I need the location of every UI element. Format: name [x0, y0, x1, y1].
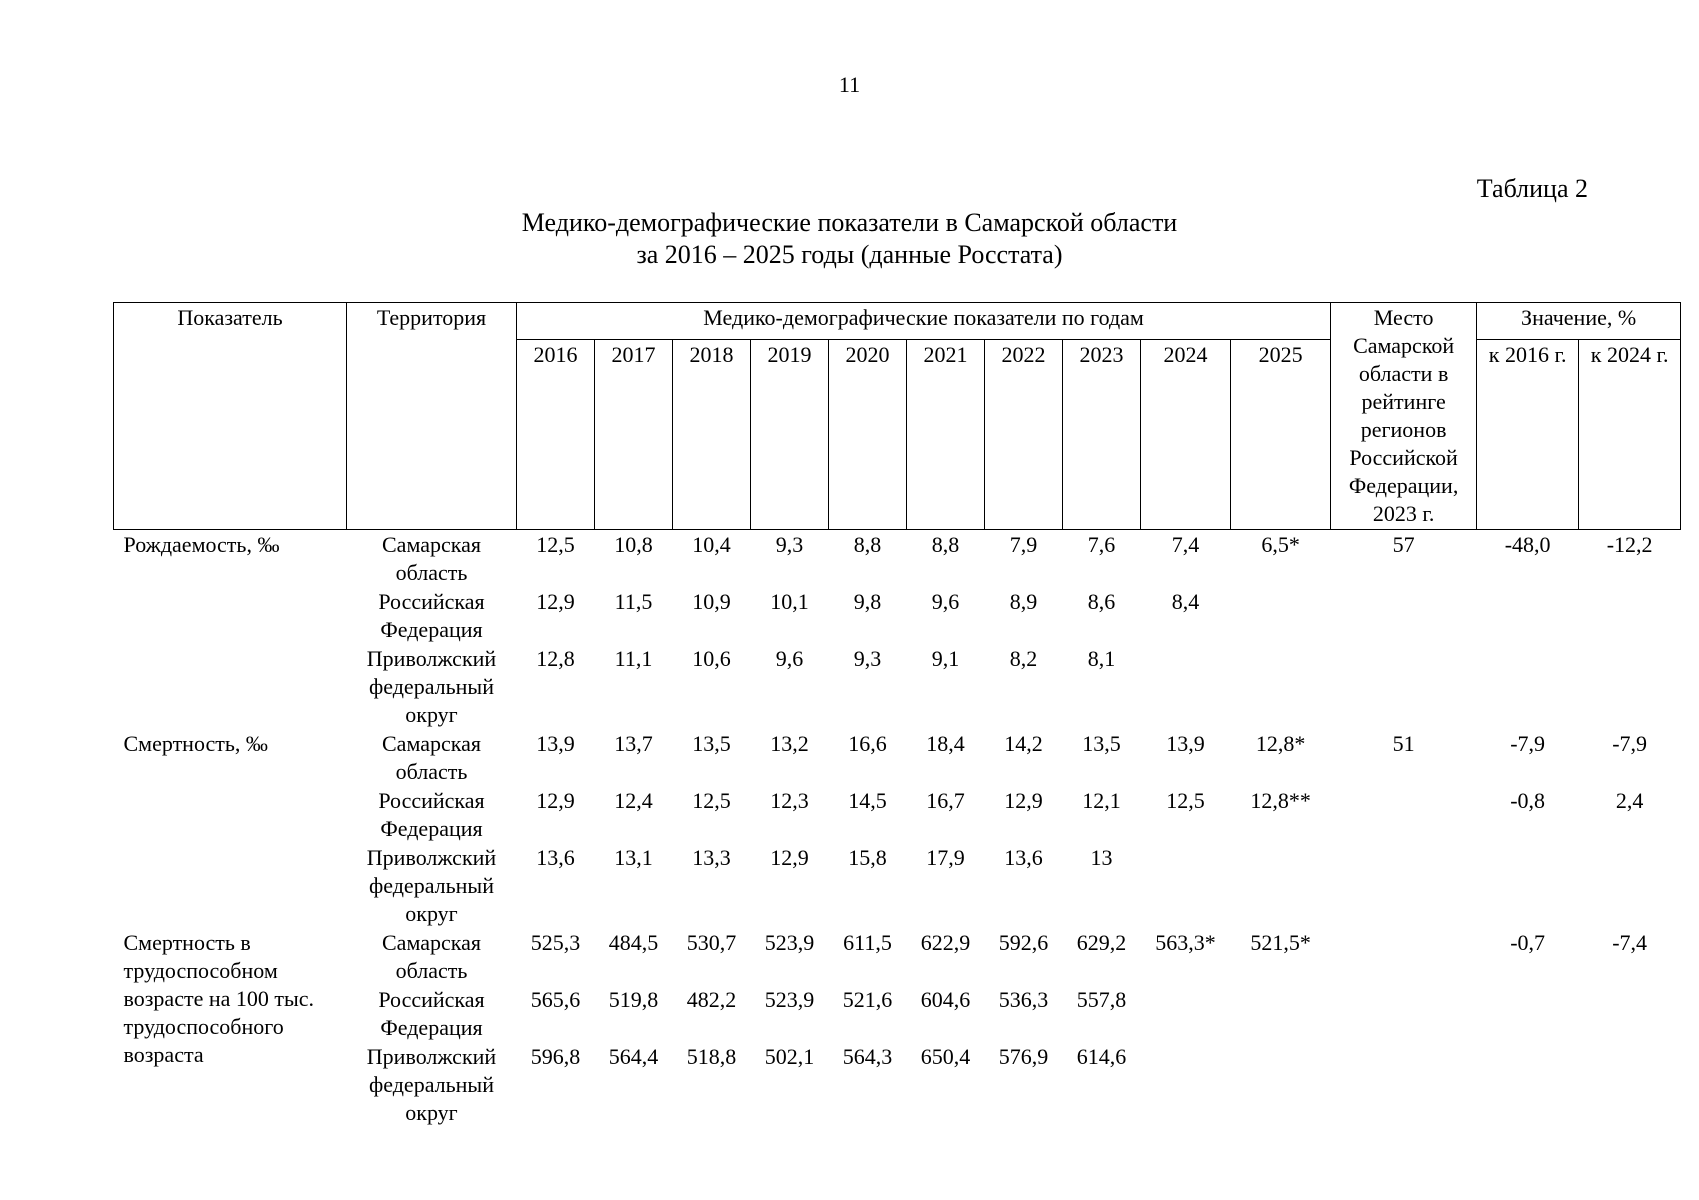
to-2024-cell: -12,2: [1606, 532, 1653, 557]
indicator-cell: Рождаемость, ‰: [123, 532, 280, 557]
value-cell: 523,9: [764, 930, 815, 955]
header-year: 2023: [1063, 340, 1141, 530]
table-row: [114, 644, 1681, 729]
to-2024-cell: [1579, 587, 1681, 644]
header-to-2016: к 2016 г.: [1477, 340, 1579, 530]
value-cell: 12,8: [536, 646, 575, 671]
value-cell: 8,4: [1171, 589, 1200, 614]
value-cell: [1141, 1042, 1231, 1127]
value-cell: 12,5: [692, 788, 731, 813]
value-cell: 614,6: [1076, 1044, 1127, 1069]
value-cell: 10,4: [692, 532, 731, 557]
value-cell: 13: [1090, 845, 1113, 870]
table-row: [114, 843, 1681, 928]
value-cell: 8,2: [1009, 646, 1038, 671]
value-cell: 482,2: [686, 987, 737, 1012]
value-cell: 629,2: [1076, 930, 1127, 955]
to-2016-cell: [1477, 843, 1579, 928]
rank-cell: [1331, 985, 1477, 1042]
value-cell: 7,6: [1087, 532, 1116, 557]
value-cell: 565,6: [530, 987, 581, 1012]
to-2016-cell: -0,7: [1510, 930, 1546, 955]
to-2024-cell: [1579, 985, 1681, 1042]
value-cell: 622,9: [920, 930, 971, 955]
header-by-years: Медико-демографические показатели по годам: [517, 303, 1331, 340]
value-cell: 15,8: [848, 845, 887, 870]
table-row: [114, 985, 1681, 1042]
territory-cell: Самарская область: [382, 731, 481, 784]
value-cell: 484,5: [608, 930, 659, 955]
value-cell: 13,6: [536, 845, 575, 870]
to-2016-cell: [1477, 1042, 1579, 1127]
value-cell: 564,3: [842, 1044, 893, 1069]
header-year: 2020: [829, 340, 907, 530]
value-cell: 525,3: [530, 930, 581, 955]
territory-cell: Российская Федерация: [378, 987, 485, 1040]
value-cell: 13,9: [536, 731, 575, 756]
to-2016-cell: -0,8: [1510, 788, 1546, 813]
table-caption: Таблица 2: [1476, 174, 1588, 203]
rank-cell: [1331, 843, 1477, 928]
header-indicator: Показатель: [114, 303, 347, 530]
value-cell: 12,9: [536, 788, 575, 813]
value-cell: 8,6: [1087, 589, 1116, 614]
value-cell: 10,9: [692, 589, 731, 614]
rank-cell: 57: [1392, 532, 1415, 557]
value-cell: 8,8: [853, 532, 882, 557]
rank-cell: 51: [1392, 731, 1415, 756]
value-cell: 12,5: [536, 532, 575, 557]
value-cell: 18,4: [926, 731, 965, 756]
table-row: [114, 1042, 1681, 1127]
table-row: [114, 530, 1681, 588]
territory-cell: Самарская область: [382, 532, 481, 585]
header-year: 2021: [907, 340, 985, 530]
value-cell: 13,7: [614, 731, 653, 756]
value-cell: 7,4: [1171, 532, 1200, 557]
value-cell: 12,9: [536, 589, 575, 614]
value-cell: 564,4: [608, 1044, 659, 1069]
to-2024-cell: [1579, 843, 1681, 928]
rank-cell: [1331, 1042, 1477, 1127]
value-cell: 11,1: [614, 646, 653, 671]
value-cell: 9,8: [853, 589, 882, 614]
value-cell: 12,8**: [1250, 788, 1311, 813]
table-title-line-1: Медико-демографические показатели в Самарской области: [521, 208, 1178, 237]
table-body: [114, 530, 1681, 1128]
to-2016-cell: -48,0: [1504, 532, 1551, 557]
value-cell: 611,5: [843, 930, 892, 955]
value-cell: 9,3: [853, 646, 882, 671]
rank-cell: [1331, 786, 1477, 843]
indicator-cell: Смертность, ‰: [123, 731, 268, 756]
value-cell: 13,2: [770, 731, 809, 756]
value-cell: [1231, 985, 1331, 1042]
value-cell: 596,8: [530, 1044, 581, 1069]
value-cell: 518,8: [686, 1044, 737, 1069]
value-cell: 12,5: [1166, 788, 1205, 813]
indicator-cell: Смертность в трудоспособном возрасте на 100 тыс. трудоспособного возраста: [123, 930, 315, 1067]
to-2016-cell: -7,9: [1510, 731, 1546, 756]
territory-cell: Приволжский федеральный округ: [366, 646, 497, 727]
value-cell: [1231, 644, 1331, 729]
table-row: [114, 928, 1681, 985]
rank-cell: [1331, 587, 1477, 644]
table-title-line-2: за 2016 – 2025 годы (данные Росстата): [636, 240, 1063, 269]
header-year: 2017: [595, 340, 673, 530]
value-cell: 13,9: [1166, 731, 1205, 756]
value-cell: 12,8*: [1255, 731, 1306, 756]
to-2016-cell: [1477, 985, 1579, 1042]
table-title: [0, 207, 1699, 271]
territory-cell: Самарская область: [382, 930, 481, 983]
value-cell: 8,9: [1009, 589, 1038, 614]
value-cell: 521,5*: [1250, 930, 1311, 955]
value-cell: 13,6: [1004, 845, 1043, 870]
value-cell: 502,1: [764, 1044, 815, 1069]
to-2016-cell: [1477, 644, 1579, 729]
table-row: [114, 729, 1681, 786]
header-year: 2019: [751, 340, 829, 530]
territory-cell: Приволжский федеральный округ: [366, 845, 497, 926]
table-header: [114, 303, 1681, 530]
value-cell: 13,5: [692, 731, 731, 756]
to-2024-cell: 2,4: [1615, 788, 1644, 813]
value-cell: 9,3: [775, 532, 804, 557]
territory-cell: Российская Федерация: [378, 589, 485, 642]
value-cell: [1141, 644, 1231, 729]
value-cell: 536,3: [998, 987, 1049, 1012]
header-territory: Территория: [347, 303, 517, 530]
value-cell: 12,9: [1004, 788, 1043, 813]
table-row: [114, 587, 1681, 644]
to-2024-cell: -7,9: [1612, 731, 1648, 756]
value-cell: [1141, 843, 1231, 928]
rank-cell: [1331, 928, 1477, 985]
value-cell: [1231, 587, 1331, 644]
territory-cell: Приволжский федеральный округ: [366, 1044, 497, 1125]
value-cell: 8,8: [931, 532, 960, 557]
to-2016-cell: [1477, 587, 1579, 644]
header-value-pct: Значение, %: [1477, 303, 1681, 340]
value-cell: 10,8: [614, 532, 653, 557]
value-cell: 10,1: [770, 589, 809, 614]
value-cell: 12,9: [770, 845, 809, 870]
value-cell: 13,1: [614, 845, 653, 870]
value-cell: 604,6: [920, 987, 971, 1012]
value-cell: 563,3*: [1155, 930, 1216, 955]
value-cell: [1141, 985, 1231, 1042]
to-2024-cell: -7,4: [1612, 930, 1648, 955]
value-cell: 557,8: [1076, 987, 1127, 1012]
value-cell: 13,5: [1082, 731, 1121, 756]
value-cell: 519,8: [608, 987, 659, 1012]
value-cell: 11,5: [614, 589, 653, 614]
value-cell: 6,5*: [1261, 532, 1300, 557]
header-year: 2018: [673, 340, 751, 530]
to-2024-cell: [1579, 1042, 1681, 1127]
value-cell: [1231, 1042, 1331, 1127]
value-cell: 10,6: [692, 646, 731, 671]
value-cell: 650,4: [920, 1044, 971, 1069]
value-cell: 8,1: [1087, 646, 1116, 671]
value-cell: 16,7: [926, 788, 965, 813]
header-year: 2016: [517, 340, 595, 530]
value-cell: 13,3: [692, 845, 731, 870]
header-year: 2022: [985, 340, 1063, 530]
value-cell: 530,7: [686, 930, 737, 955]
header-to-2024: к 2024 г.: [1579, 340, 1681, 530]
value-cell: 16,6: [848, 731, 887, 756]
value-cell: 523,9: [764, 987, 815, 1012]
value-cell: 9,6: [931, 589, 960, 614]
value-cell: 9,1: [931, 646, 960, 671]
header-rank: Место Самарской области в рейтинге регионов Российской Федерации, 2023 г.: [1331, 303, 1477, 530]
demographics-table: [113, 302, 1681, 1127]
territory-cell: Российская Федерация: [378, 788, 485, 841]
value-cell: 14,5: [848, 788, 887, 813]
value-cell: 12,1: [1082, 788, 1121, 813]
value-cell: 592,6: [998, 930, 1049, 955]
value-cell: 12,4: [614, 788, 653, 813]
value-cell: 14,2: [1004, 731, 1043, 756]
value-cell: 9,6: [775, 646, 804, 671]
rank-cell: [1331, 644, 1477, 729]
value-cell: 12,3: [770, 788, 809, 813]
value-cell: [1231, 843, 1331, 928]
value-cell: 576,9: [998, 1044, 1049, 1069]
value-cell: 17,9: [926, 845, 965, 870]
table-row: [114, 786, 1681, 843]
to-2024-cell: [1579, 644, 1681, 729]
value-cell: 7,9: [1009, 532, 1038, 557]
header-year: 2024: [1141, 340, 1231, 530]
value-cell: 521,6: [842, 987, 893, 1012]
page-number: 11: [838, 72, 861, 97]
header-year: 2025: [1231, 340, 1331, 530]
